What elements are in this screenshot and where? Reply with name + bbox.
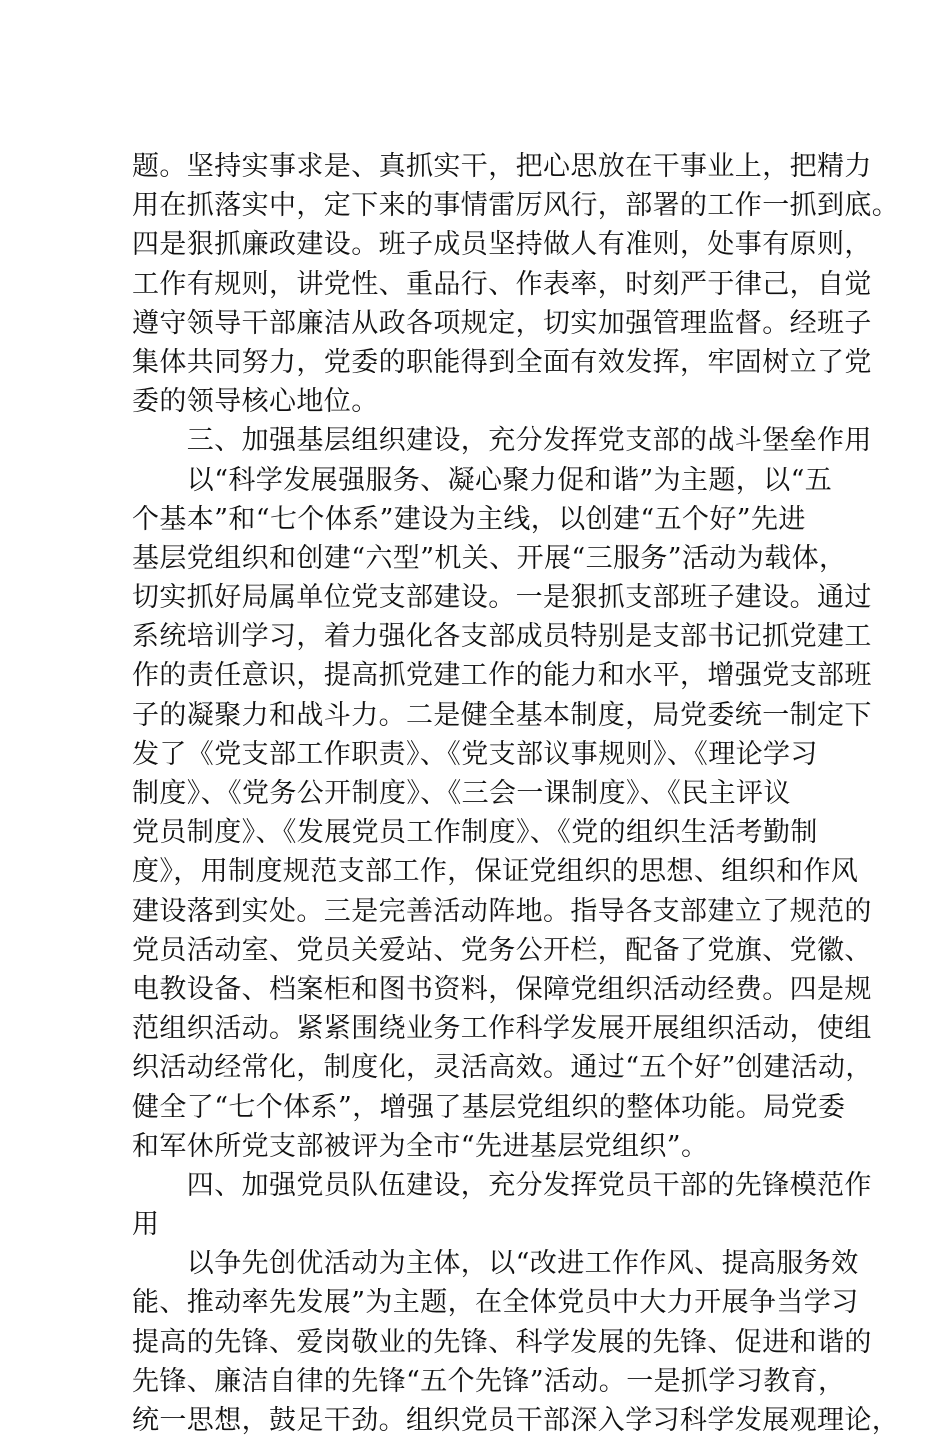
text-line: 遵守领导干部廉洁从政各项规定，切实加强管理监督。经班子: [132, 307, 872, 339]
text-line: 题。坚持实事求是、真抓实干，把心思放在干事业上，把精力: [132, 151, 872, 182]
text-line: 个基本”和“七个体系”建设为主线，以创建“五个好”先进: [132, 503, 806, 535]
text-line: 范组织活动。紧紧围绕业务工作科学发展开展组织活动，使组: [132, 1013, 872, 1045]
text-line: 用在抓落实中，定下来的事情雷厉风行，部署的工作一抓到底。: [132, 190, 900, 222]
text-line: 党员制度》、《发展党员工作制度》、《党的组织生活考勤制: [132, 817, 818, 849]
section-heading-continued: 用: [132, 1209, 160, 1241]
text-line: 切实抓好局属单位党支部建设。一是狠抓支部班子建设。通过: [132, 582, 872, 614]
text-line: 和军休所党支部被评为全市“先进基层党组织”。: [132, 1130, 709, 1162]
section-heading: 三、加强基层组织建设，充分发挥党支部的战斗堡垒作用: [132, 425, 872, 457]
text-line: 织活动经常化，制度化，灵活高效。通过“五个好”创建活动，: [132, 1052, 873, 1084]
section-heading: 四、加强党员队伍建设，充分发挥党员干部的先锋模范作: [132, 1169, 872, 1201]
text-line: 基层党组织和创建“六型”机关、开展“三服务”活动为载体，: [132, 542, 847, 574]
text-line: 子的凝聚力和战斗力。二是健全基本制度，局党委统一制定下: [132, 699, 872, 731]
text-line: 委的领导核心地位。: [132, 386, 379, 418]
text-line: 制度》、《党务公开制度》、《三会一课制度》、《民主评议: [132, 778, 791, 809]
text-line: 度》，用制度规范支部工作，保证党组织的思想、组织和作风: [132, 856, 859, 888]
text-line: 能、推动率先发展”为主题，在全体党员中大力开展争当学习: [132, 1287, 859, 1319]
text-line: 建设落到实处。三是完善活动阵地。指导各支部建立了规范的: [132, 895, 872, 927]
text-line: 统一思想，鼓足干劲。组织党员干部深入学习科学发展观理论，: [132, 1405, 900, 1436]
text-line: 四是狠抓廉政建设。班子成员坚持做人有准则，处事有原则，: [132, 229, 872, 261]
text-line: 电教设备、档案柜和图书资料，保障党组织活动经费。四是规: [132, 973, 872, 1005]
text-line: 提高的先锋、爱岗敬业的先锋、科学发展的先锋、促进和谐的: [132, 1326, 872, 1358]
text-line: 党员活动室、党员关爱站、党务公开栏，配备了党旗、党徽、: [132, 934, 872, 966]
text-line: 发了《党支部工作职责》、《党支部议事规则》、《理论学习: [132, 738, 818, 770]
text-line: 集体共同努力，党委的职能得到全面有效发挥，牢固树立了党: [132, 346, 872, 378]
body-text: [132, 147, 900, 1440]
text-line: 以“科学发展强服务、凝心聚力促和谐”为主题，以“五: [132, 464, 833, 496]
text-line: 作的责任意识，提高抓党建工作的能力和水平，增强党支部班: [132, 660, 872, 692]
text-line: 先锋、廉洁自律的先锋“五个先锋”活动。一是抓学习教育，: [132, 1365, 846, 1397]
text-line: 工作有规则，讲党性、重品行、作表率，时刻严于律己，自觉: [132, 268, 872, 300]
text-line: 系统培训学习，着力强化各支部成员特别是支部书记抓党建工: [132, 621, 872, 653]
text-line: 健全了“七个体系”，增强了基层党组织的整体功能。局党委: [132, 1091, 846, 1123]
text-line: 以争先创优活动为主体，以“改进工作作风、提高服务效: [132, 1248, 859, 1280]
